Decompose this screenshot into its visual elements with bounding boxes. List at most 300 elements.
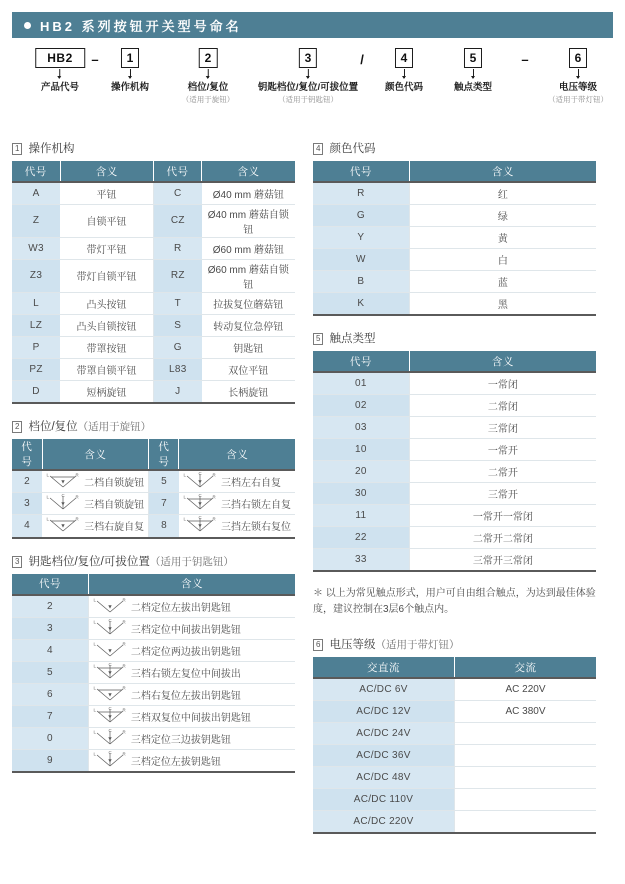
section-title: 电压等级 — [329, 639, 376, 651]
cell-meaning: 带罩自锁平钮 — [60, 358, 153, 380]
cell-code: 8 — [149, 515, 179, 537]
meaning-with-diagram — [93, 707, 291, 726]
cell-meaning: 白 — [409, 248, 596, 270]
column-header: 代号 — [149, 439, 179, 470]
code-sublabel: （适用于钥匙钮） — [278, 95, 338, 104]
svg-text:R: R — [122, 663, 126, 668]
svg-text:C: C — [198, 472, 202, 477]
cell-meaning — [179, 470, 295, 493]
table-row — [12, 639, 295, 661]
cell-meaning: 带罩按钮 — [60, 336, 153, 358]
meaning-with-diagram — [93, 663, 291, 682]
cell-meaning: AC 380V — [455, 700, 597, 722]
column-header: 含义 — [88, 574, 295, 595]
switch-position-icon — [46, 516, 80, 535]
cell-text: 三档定位三边拔钥匙钮 — [130, 734, 231, 746]
svg-text:L: L — [183, 516, 186, 522]
switch-position-icon — [93, 685, 127, 704]
cell-meaning: 黄 — [409, 226, 596, 248]
cell-meaning — [88, 617, 295, 639]
table-wrap-operating — [12, 161, 295, 404]
switch-position-icon — [93, 707, 127, 726]
cell-meaning: 一常开一常闭 — [409, 504, 596, 526]
switch-position-icon — [93, 729, 127, 748]
column-header: 代号 — [313, 351, 409, 372]
svg-text:C: C — [61, 494, 65, 499]
cell-meaning — [88, 595, 295, 618]
section-title: 操作机构 — [28, 143, 75, 155]
cell-meaning: 短柄旋钮 — [60, 380, 153, 402]
table-row — [12, 617, 295, 639]
svg-text:R: R — [75, 472, 79, 478]
table-wrap-color — [313, 161, 596, 316]
table-wrap-detent — [12, 439, 295, 539]
cell-meaning — [179, 515, 295, 537]
cell-meaning: 黑 — [409, 292, 596, 314]
svg-text:L: L — [93, 663, 96, 668]
table-row — [12, 595, 295, 618]
code-sublabel: （适用于旋钮） — [181, 95, 235, 104]
svg-text:R: R — [75, 516, 79, 522]
cell-code: R — [313, 182, 409, 204]
column-header: 代号 — [12, 161, 60, 182]
svg-text:C: C — [198, 494, 202, 499]
svg-text:R: R — [122, 729, 126, 734]
code-box: 1 — [121, 48, 140, 68]
table-row — [313, 460, 596, 482]
table-row — [313, 788, 596, 810]
cell-code: AC/DC 12V — [313, 700, 455, 722]
table-row — [313, 248, 596, 270]
cell-code: B — [313, 270, 409, 292]
cell-text: 二档自锁旋钮 — [84, 478, 145, 489]
cell-meaning: 带灯自锁平钮 — [60, 259, 153, 292]
cell-meaning: 拉拔复位蘑菇钮 — [202, 292, 295, 314]
cell-code: PZ — [12, 358, 60, 380]
cell-code: A — [12, 182, 60, 204]
table-row — [313, 678, 596, 700]
table-row — [313, 722, 596, 744]
table-row — [313, 504, 596, 526]
table-header-row — [12, 439, 295, 470]
table-row — [12, 292, 295, 314]
cell-meaning — [88, 749, 295, 771]
svg-text:R: R — [122, 641, 126, 646]
cell-code: 3 — [12, 617, 88, 639]
cell-text: 三档自锁旋钮 — [84, 500, 145, 511]
table-row — [12, 515, 295, 537]
meaning-with-diagram — [93, 751, 291, 770]
cell-code: RZ — [153, 259, 201, 292]
cell-meaning: 转动复位急停钮 — [202, 314, 295, 336]
code-item — [385, 48, 423, 93]
section-number: 5 — [313, 333, 323, 345]
cell-code: 02 — [313, 394, 409, 416]
cell-code: 10 — [313, 438, 409, 460]
code-label: 产品代号 — [40, 82, 80, 93]
cell-meaning: Ø40 mm 蘑菇钮 — [202, 182, 295, 204]
cell-meaning: Ø60 mm 蘑菇钮 — [202, 237, 295, 259]
cell-text: 二档定位左拔出钥匙钮 — [130, 602, 231, 614]
table-row — [313, 810, 596, 832]
code-box: 4 — [395, 48, 414, 68]
cell-code: 30 — [313, 482, 409, 504]
table-row — [313, 482, 596, 504]
cell-code: AC/DC 24V — [313, 722, 455, 744]
table-row — [12, 705, 295, 727]
cell-text: 二档定位两边拔出钥匙钮 — [130, 646, 241, 658]
arrow-down-icon — [308, 69, 309, 78]
switch-position-icon — [93, 619, 127, 638]
meaning-with-diagram — [183, 472, 291, 491]
svg-text:L: L — [183, 472, 186, 478]
cell-code: 6 — [12, 683, 88, 705]
arrow-down-icon — [59, 69, 60, 78]
column-header: 交直流 — [313, 657, 455, 678]
cell-meaning — [42, 470, 149, 493]
table-row — [12, 470, 295, 493]
table-wrap-voltage — [313, 657, 596, 834]
page-title: HB2 系列按钮开关型号命名 — [40, 18, 242, 34]
table-row — [313, 766, 596, 788]
code-box: HB2 — [35, 48, 85, 68]
cell-meaning — [88, 705, 295, 727]
column-header: 含义 — [202, 161, 295, 182]
cell-code: 7 — [12, 705, 88, 727]
code-separator: – — [91, 52, 99, 67]
cell-meaning: 长柄旋钮 — [202, 380, 295, 402]
column-header: 代号 — [12, 439, 42, 470]
cell-code: 5 — [12, 661, 88, 683]
cell-code: LZ — [12, 314, 60, 336]
column-header: 含义 — [409, 161, 596, 182]
section-number: 6 — [313, 639, 323, 651]
cell-meaning: 自锁平钮 — [60, 204, 153, 237]
table-row — [313, 204, 596, 226]
code-label: 档位/复位 — [187, 82, 229, 93]
cell-meaning: 二常开二常闭 — [409, 526, 596, 548]
switch-position-icon — [183, 516, 217, 535]
table-header-row — [12, 574, 295, 595]
cell-code: W3 — [12, 237, 60, 259]
section-heading-detent — [12, 418, 295, 434]
table-header-row — [12, 161, 295, 182]
table-row — [12, 182, 295, 204]
meaning-with-diagram — [93, 619, 291, 638]
cell-meaning: 二常开 — [409, 460, 596, 482]
table-row — [313, 700, 596, 722]
table-row — [313, 182, 596, 204]
table-voltage — [313, 657, 596, 832]
cell-meaning: 钥匙钮 — [202, 336, 295, 358]
switch-position-icon — [93, 751, 127, 770]
cell-code: T — [153, 292, 201, 314]
meaning-with-diagram — [93, 597, 291, 616]
cell-code: Z3 — [12, 259, 60, 292]
cell-code: G — [153, 336, 201, 358]
code-box: 6 — [569, 48, 588, 68]
table-row — [12, 314, 295, 336]
switch-position-icon — [46, 472, 80, 491]
svg-text:L: L — [93, 729, 96, 734]
code-box: 5 — [464, 48, 483, 68]
table-row — [313, 526, 596, 548]
svg-text:C: C — [108, 728, 112, 733]
code-separator: / — [360, 52, 364, 67]
arrow-down-icon — [129, 69, 130, 78]
svg-text:L: L — [93, 685, 96, 690]
page-banner — [12, 12, 613, 38]
table-row — [313, 744, 596, 766]
cell-code: 7 — [149, 493, 179, 515]
section-note: （适用于旋钮） — [77, 421, 152, 433]
cell-meaning: 凸头按钮 — [60, 292, 153, 314]
section-number: 2 — [12, 421, 22, 433]
cell-code: 4 — [12, 639, 88, 661]
table-row — [12, 727, 295, 749]
left-column — [12, 140, 295, 848]
cell-meaning: 蓝 — [409, 270, 596, 292]
table-header-row — [313, 161, 596, 182]
switch-position-icon — [183, 494, 217, 513]
svg-text:R: R — [212, 494, 216, 500]
code-item — [454, 48, 492, 93]
cell-meaning — [455, 766, 597, 788]
table-row — [12, 204, 295, 237]
cell-meaning: 三常闭 — [409, 416, 596, 438]
cell-code: P — [12, 336, 60, 358]
cell-code: J — [153, 380, 201, 402]
svg-text:L: L — [46, 494, 50, 500]
cell-meaning — [179, 493, 295, 515]
cell-code: AC/DC 220V — [313, 810, 455, 832]
svg-text:R: R — [122, 597, 126, 602]
table-row — [313, 438, 596, 460]
cell-code: 22 — [313, 526, 409, 548]
cell-code: AC/DC 6V — [313, 678, 455, 700]
table-row — [313, 548, 596, 570]
cell-code: L — [12, 292, 60, 314]
cell-code: AC/DC 48V — [313, 766, 455, 788]
arrow-down-icon — [472, 69, 473, 78]
cell-meaning — [88, 639, 295, 661]
cell-meaning: 双位平钮 — [202, 358, 295, 380]
switch-position-icon — [46, 494, 80, 513]
cell-meaning: 带灯平钮 — [60, 237, 153, 259]
section-number: 4 — [313, 143, 323, 155]
cell-meaning: 绿 — [409, 204, 596, 226]
model-code-diagram — [12, 48, 613, 104]
code-separator: – — [521, 52, 529, 67]
table-wrap-key — [12, 574, 295, 774]
cell-text: 三档左右自复 — [220, 478, 281, 489]
cell-meaning — [88, 661, 295, 683]
cell-meaning — [88, 683, 295, 705]
code-label: 触点类型 — [453, 82, 493, 93]
cell-code: G — [313, 204, 409, 226]
table-header-row — [313, 351, 596, 372]
svg-text:L: L — [46, 516, 50, 522]
meaning-with-diagram — [93, 641, 291, 660]
column-header: 代号 — [313, 161, 409, 182]
cell-meaning: 一常开 — [409, 438, 596, 460]
column-header: 含义 — [60, 161, 153, 182]
right-column — [313, 140, 596, 848]
section-title: 钥匙档位/复位/可拔位置 — [28, 555, 150, 568]
cell-code: D — [12, 380, 60, 402]
switch-position-icon — [93, 641, 127, 660]
table-wrap-contact — [313, 351, 596, 572]
svg-text:L: L — [46, 472, 50, 478]
cell-meaning: 二常闭 — [409, 394, 596, 416]
content-columns — [0, 140, 625, 848]
column-header: 含义 — [42, 439, 149, 470]
table-row — [313, 226, 596, 248]
cell-meaning: 凸头自锁按钮 — [60, 314, 153, 336]
cell-meaning: 三常开三常闭 — [409, 548, 596, 570]
meaning-with-diagram — [93, 729, 291, 748]
cell-text: 三档右旋自复 — [84, 522, 145, 534]
svg-text:R: R — [122, 751, 126, 757]
cell-meaning — [455, 744, 597, 766]
cell-code: 0 — [12, 727, 88, 749]
code-item — [258, 48, 358, 105]
switch-position-icon — [183, 472, 217, 491]
section-title: 触点类型 — [329, 333, 376, 345]
svg-text:C: C — [198, 516, 202, 521]
table-row — [313, 394, 596, 416]
arrow-down-icon — [208, 69, 209, 78]
bullet-icon — [24, 22, 31, 29]
cell-code: C — [153, 182, 201, 204]
section-note: （适用于钥匙钮） — [149, 555, 234, 568]
cell-text: 三挡左锁右复位 — [220, 522, 291, 534]
cell-code: Y — [313, 226, 409, 248]
column-header: 交流 — [455, 657, 597, 678]
cell-text: 三挡右锁左自复 — [220, 500, 291, 511]
table-row — [12, 259, 295, 292]
section-heading-operating — [12, 140, 295, 156]
cell-code: L83 — [153, 358, 201, 380]
table-color — [313, 161, 596, 314]
svg-text:R: R — [122, 619, 126, 624]
meaning-with-diagram — [183, 516, 291, 535]
cell-text: 三档定位中间拔出钥匙钮 — [130, 624, 241, 636]
table-contact — [313, 351, 596, 570]
code-label: 颜色代码 — [384, 82, 424, 93]
code-label: 电压等级 — [558, 82, 597, 93]
section-title: 档位/复位 — [28, 421, 78, 433]
svg-text:R: R — [212, 472, 216, 478]
table-row — [313, 270, 596, 292]
section-title: 颜色代码 — [329, 143, 376, 155]
cell-meaning: 平钮 — [60, 182, 153, 204]
column-header: 代号 — [153, 161, 201, 182]
code-box: 3 — [299, 48, 318, 68]
section-heading-contact — [313, 330, 596, 346]
cell-text: 三档右锁左复位中间拔出 — [130, 668, 241, 680]
code-box: 2 — [199, 48, 218, 68]
cell-code: 2 — [12, 595, 88, 618]
cell-meaning: Ø40 mm 蘑菇自锁钮 — [202, 204, 295, 237]
meaning-with-diagram — [183, 494, 291, 513]
cell-code: 20 — [313, 460, 409, 482]
section-number: 3 — [12, 556, 22, 568]
arrow-down-icon — [403, 69, 404, 78]
cell-meaning: AC 220V — [455, 678, 597, 700]
cell-meaning: 一常闭 — [409, 372, 596, 394]
code-item — [111, 48, 149, 93]
cell-code: CZ — [153, 204, 201, 237]
cell-code: S — [153, 314, 201, 336]
code-item — [548, 48, 608, 105]
cell-meaning — [42, 493, 149, 515]
svg-text:R: R — [75, 494, 79, 500]
meaning-with-diagram — [46, 472, 144, 491]
table-row — [12, 380, 295, 402]
meaning-with-diagram — [93, 685, 291, 704]
cell-code: Z — [12, 204, 60, 237]
cell-code: 01 — [313, 372, 409, 394]
table-row — [12, 749, 295, 771]
cell-text: 二档右复位左拔出钥匙钮 — [130, 690, 241, 702]
section-heading-color — [313, 140, 596, 156]
cell-meaning — [455, 810, 597, 832]
cell-code: AC/DC 36V — [313, 744, 455, 766]
svg-text:R: R — [212, 516, 216, 522]
column-header: 含义 — [179, 439, 295, 470]
cell-code: 33 — [313, 548, 409, 570]
table-key — [12, 574, 295, 772]
code-label: 钥匙档位/复位/可拔位置 — [257, 82, 359, 93]
cell-code: W — [313, 248, 409, 270]
meaning-with-diagram — [46, 516, 144, 535]
table-row — [12, 493, 295, 515]
code-sublabel: （适用于带灯钮） — [548, 95, 608, 104]
code-label: 操作机构 — [110, 82, 150, 93]
cell-meaning — [455, 722, 597, 744]
cell-text: 三档定位左拔钥匙钮 — [130, 756, 221, 768]
table-row — [313, 372, 596, 394]
cell-code: R — [153, 237, 201, 259]
table-row — [12, 661, 295, 683]
svg-text:L: L — [183, 494, 186, 500]
table-header-row — [313, 657, 596, 678]
table-row — [12, 683, 295, 705]
svg-text:C: C — [108, 662, 112, 667]
svg-text:R: R — [122, 707, 126, 712]
code-item — [182, 48, 235, 105]
svg-text:C: C — [108, 618, 112, 623]
section-note: （适用于带灯钮） — [375, 639, 460, 651]
cell-code: 03 — [313, 416, 409, 438]
cell-code: 2 — [12, 470, 42, 493]
table-row — [313, 292, 596, 314]
cell-text: 三档双复位中间拔出钥匙钮 — [130, 712, 251, 724]
svg-text:L: L — [93, 707, 96, 712]
cell-meaning — [455, 788, 597, 810]
svg-text:L: L — [93, 641, 96, 646]
column-header: 代号 — [12, 574, 88, 595]
section-number: 1 — [12, 143, 22, 155]
cell-code: 4 — [12, 515, 42, 537]
svg-text:L: L — [93, 619, 96, 624]
cell-code: 9 — [12, 749, 88, 771]
switch-position-icon — [93, 663, 127, 682]
table-row — [12, 336, 295, 358]
svg-text:C: C — [108, 706, 112, 711]
contact-footnote: ＊ 以上为常见触点形式，用户可自由组合触点，为达到最佳体验度，建议控制在3层6个触点内。 — [313, 588, 596, 615]
